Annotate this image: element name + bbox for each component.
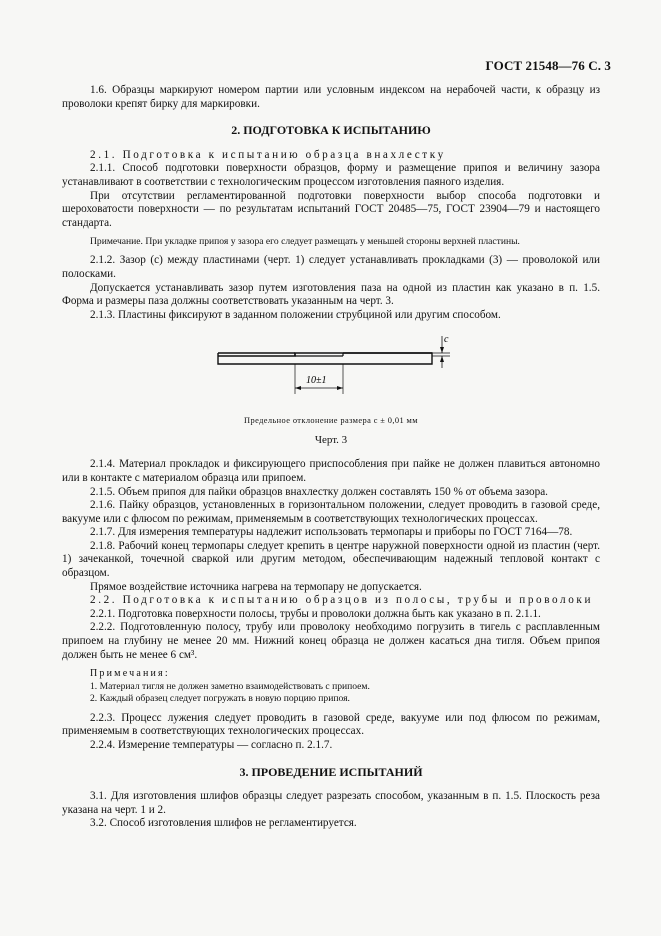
dim-c-label: c xyxy=(444,334,449,346)
subsection-2-1-title: 2.1. Подготовка к испытанию образца внахлестку xyxy=(90,148,446,161)
paragraph-2-2-3: 2.2.3. Процесс лужения следует проводить в газовой среде, вакууме или под флюсом по режимам, применяемым в соответствующих технологических процессах. xyxy=(62,711,600,738)
figure-3 xyxy=(62,328,600,448)
subsection-2-2-title: 2.2. Подготовка к испытанию образцов из полосы, трубы и проволоки xyxy=(90,594,594,607)
paragraph-2-1-4: 2.1.4. Материал прокладок и фиксирующего приспособления при пайке не должен плавиться автономно или в контакте с материалом образца или припоем. xyxy=(62,458,600,484)
slot-drawing xyxy=(62,328,600,414)
paragraph-2-1-1b: При отсутствии регламентированной подготовки поверхности выбор способа подготовки и шероховатости поверхности — по результатам испытаний ГОСТ 20485—75, ГОСТ 23904—79 и настоящего стандарта. xyxy=(62,189,600,229)
paragraph-2-1-2: 2.1.2. Зазор (c) между пластинами (черт. 1) следует устанавливать прокладками (3) — проволокой или полосками. xyxy=(62,254,600,280)
paragraph-3-2: 3.2. Способ изготовления шлифов не регламентируется. xyxy=(90,817,357,830)
note-1: Примечание. При укладке припоя у зазора его следует размещать у меньшей стороны верхней пластины. xyxy=(90,236,520,248)
paragraph-2-2-2: 2.2.2. Подготовленную полосу, трубу или проволоку необходимо погрузить в тигель с расплавленным припоем на глубину не менее 20 мм. Нижний конец образца не должен касаться дна тигля. Объем припоя должен быть не менее 6 см³. xyxy=(62,621,600,661)
paragraph-2-1-3: 2.1.3. Пластины фиксируют в заданном положении струбциной или другим способом. xyxy=(90,308,501,321)
paragraph-3-1: 3.1. Для изготовления шлифов образцы следует разрезать способом, указанным в п. 1.5. Плоскость реза указана на черт. 1 и 2. xyxy=(62,790,600,816)
note-item-2: 2. Каждый образец следует погружать в новую порцию припоя. xyxy=(90,693,350,705)
paragraph-2-1-8b: Прямое воздействие источника нагрева на термопару не допускается. xyxy=(90,580,422,593)
note-item-1: 1. Материал тигля не должен заметно взаимодействовать с припоем. xyxy=(90,680,370,692)
document-body xyxy=(62,84,600,831)
figure-caption: Предельное отклонение размера c ± 0,01 мм xyxy=(244,416,418,426)
paragraph-2-1-8: 2.1.8. Рабочий конец термопары следует крепить в центре наружной поверхности одной из пластин (черт. 1) зачеканкой, точечной сваркой или другим методом, обеспечивающим надежный тепловой контакт с образцом. xyxy=(62,539,600,580)
paragraph-2-2-1: 2.2.1. Подготовка поверхности полосы, трубы и проволоки должна быть как указано в п. 2.1.1. xyxy=(90,607,541,620)
paragraph-2-1-7: 2.1.7. Для измерения температуры надлежит использовать термопары и приборы по ГОСТ 7164—78. xyxy=(90,526,573,539)
paragraph-1-6: 1.6. Образцы маркируют номером партии или условным индексом на нерабочей части, к образцу из проволоки крепят бирку для маркировки. xyxy=(62,84,600,110)
section-2-title: 2. ПОДГОТОВКА К ИСПЫТАНИЮ xyxy=(231,123,431,138)
notes-heading: Примечания: xyxy=(90,668,170,680)
paragraph-2-2-4: 2.2.4. Измерение температуры — согласно п. 2.1.7. xyxy=(90,738,333,751)
paragraph-2-1-6: 2.1.6. Пайку образцов, установленных в горизонтальном положении, следует проводить в газовой среде, вакууме или с флюсом по режимам, применяемым в соответствующих технологических процессах. xyxy=(62,499,600,525)
paragraph-2-1-1: 2.1.1. Способ подготовки поверхности образцов, форму и размещение припоя и величину зазора устанавливают в соответствии с технологическим процессом изготовления паяного изделия. xyxy=(62,162,600,188)
paragraph-2-1-5: 2.1.5. Объем припоя для пайки образцов внахлестку должен составлять 150 % от объема зазора. xyxy=(90,485,548,498)
figure-title: Черт. 3 xyxy=(314,434,348,447)
section-3-title: 3. ПРОВЕДЕНИЕ ИСПЫТАНИЙ xyxy=(239,764,423,779)
plate-outline xyxy=(218,353,432,364)
paragraph-2-1-2b: Допускается устанавливать зазор путем изготовления паза на одной из пластин как указано в п. 1.5. Форма и размеры паза должны соответствовать указанным на черт. 3. xyxy=(62,281,600,308)
page-header: ГОСТ 21548—76 С. 3 xyxy=(485,58,611,73)
dim-width-label: 10±1 xyxy=(306,375,327,387)
